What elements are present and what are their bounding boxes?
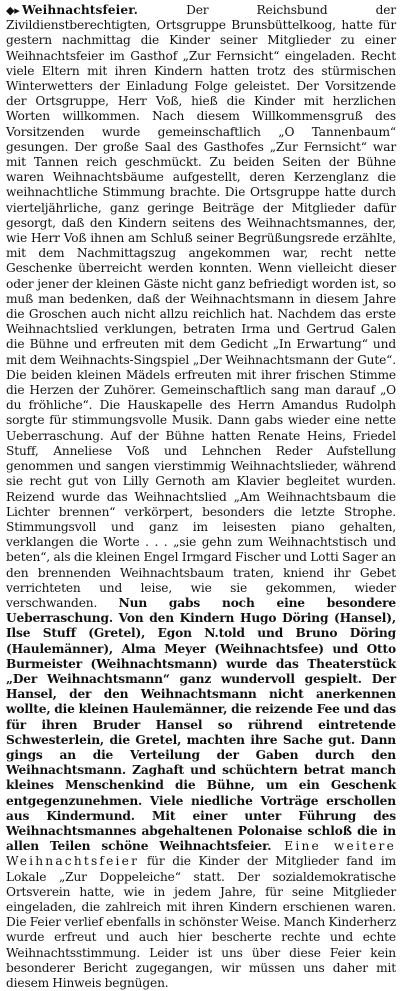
article-text — [6, 3, 396, 991]
article-paragraph-part-3-spaced: Eine weitere Weihnachtsfeier — [6, 839, 396, 869]
article-paragraph-part-2-bold: Nun gabs noch eine besondere Ueberraschung. Von den Kindern Hugo Döring (Hansel), Ilse Stuff (Gretel), Egon N.told und Bruno Döring (Haulemänner), Alma Meyer (Weihnachtsfee) und Otto Burmeister (Weihnachtsmann) wurde das Theaterstück „Der Weihnachtsmann“ ganz wundervoll gespielt. Der Hansel, der den Weihnachtsmann nicht anerkennen wollte, die kleinen Haulemänner, die reizende Fee und das für ihren Bruder Hansel so rührend eintretende Schwesterlein, die Gretel, machten ihre Sache gut. Dann gings an die Verteilung der Gaben durch den Weihnachtsmann. Zaghaft und schüchtern betrat manch kleines Menschenkind die Bühne, um ein Geschenk entgegenzunehmen. Viele niedliche Vorträge erschollen aus Kindermund. Mit einer unter Führung des Weihnachtsmannes abgehaltenen Polonaise schloß die in allen Teilen schöne Weihnachtsfeier. — [6, 595, 396, 854]
diamond-arrow-bullet-icon: ◆▸ — [6, 4, 20, 17]
article-headline: Weihnachtsfeier. — [22, 3, 138, 17]
article-paragraph-part-1: Der Reichsbund der Zivildienstberechtigten, Ortsgruppe Brunsbüttelkoog, hatte für gestern nachmittag die Kinder seiner Mitglieder zu einer Weihnachtsfeier im Gasthof „Zur Fernsicht“ eingeladen. Recht viele Eltern mit ihren Kindern hatten trotz des stürmischen Winterwetters der Einladung Folge geleistet. Der Vorsitzende der Ortsgruppe, Herr Voß, hieß die Kinder mit herzlichen Worten willkommen. Nach diesem Willkommensgruß des Vorsitzenden wurde gemeinschaftlich „O Tannenbaum“ gesungen. Der große Saal des Gasthofes „Zur Fernsicht“ war mit Tannen reich geschmückt. Zu beiden Seiten der Bühne waren Weihnachtsbäume aufgestellt, deren Kerzenglanz die weihnachtliche Stimmung brachte. Die Ortsgruppe hatte durch vierteljährliche, ganz geringe Beiträge der Mitglieder dafür gesorgt, daß den Kindern seitens des Weihnachtsmannes, der, wie Herr Voß ihnen am Schluß seiner Begrüßungsrede erzählte, mit dem Nachmittagszug angekommen war, recht nette Geschenke überreicht werden konnten. Wenn vielleicht dieser oder jener der kleinen Gäste nicht ganz befriedigt worden ist, so muß man bedenken, daß der Weihnachtsmann in diesem Jahre die Groschen auch nicht allzu reichlich hat. Nachdem das erste Weihnachtslied verklungen, betraten Irma und Gertrud Galen die Bühne und erfreuten mit dem Gedicht „In Erwartung“ und mit dem Weihnachts-Singspiel „Der Weihnachtsmann der Gute“. Die beiden kleinen Mädels erfreuten mit ihrer frischen Stimme die Herzen der Zuhörer. Gemeinschaftlich sang man darauf „O du fröhliche“. Die Hauskapelle des Herrn Amandus Rudolph sorgte für stimmungsvolle Musik. Dann gabs wieder eine nette Ueberraschung. Auf der Bühne hatten Renate Heins, Friedel Stuff, Anneliese Voß und Lehnchen Reder Aufstellung genommen und sangen vierstimmig Weihnachtslieder, während sie recht gut von Lilly Gernoth am Klavier begleitet wurden. Reizend wurde das Weihnachtslied „Am Weihnachtsbaum die Lichter brennen“ verkörpert, besonders die letzte Strophe. Stimmungsvoll und ganz im leisesten piano gehalten, verklangen die Worte . . . „sie gehn zum Weihnachtstisch und beten“, als die kleinen Engel Irmgard Fischer und Lotti Sager an den brennenden Weihnachtsbaum traten, kniend ihr Gebet verrichteten und leise, wie sie gekommen, wieder verschwanden. — [6, 3, 396, 610]
article-paragraph-part-4: für die Kinder der Mitglieder fand im Lokale „Zur Doppeleiche“ statt. Der sozialdemokratische Ortsverein hatte, wie in jedem Jahre, für seine Mitglieder eingeladen, die zahlreich mit ihren Kindern erschienen waren. Die Feier verlief ebenfalls in schönster Weise. Manch Kinderherz wurde erfreut und auch hier bescherte rechte und echte Weihnachtsstimmung. Leider ist uns über diese Feier kein besonderer Bericht zugegangen, wir müssen uns daher mit diesem Hinweis begnügen. — [6, 854, 396, 990]
